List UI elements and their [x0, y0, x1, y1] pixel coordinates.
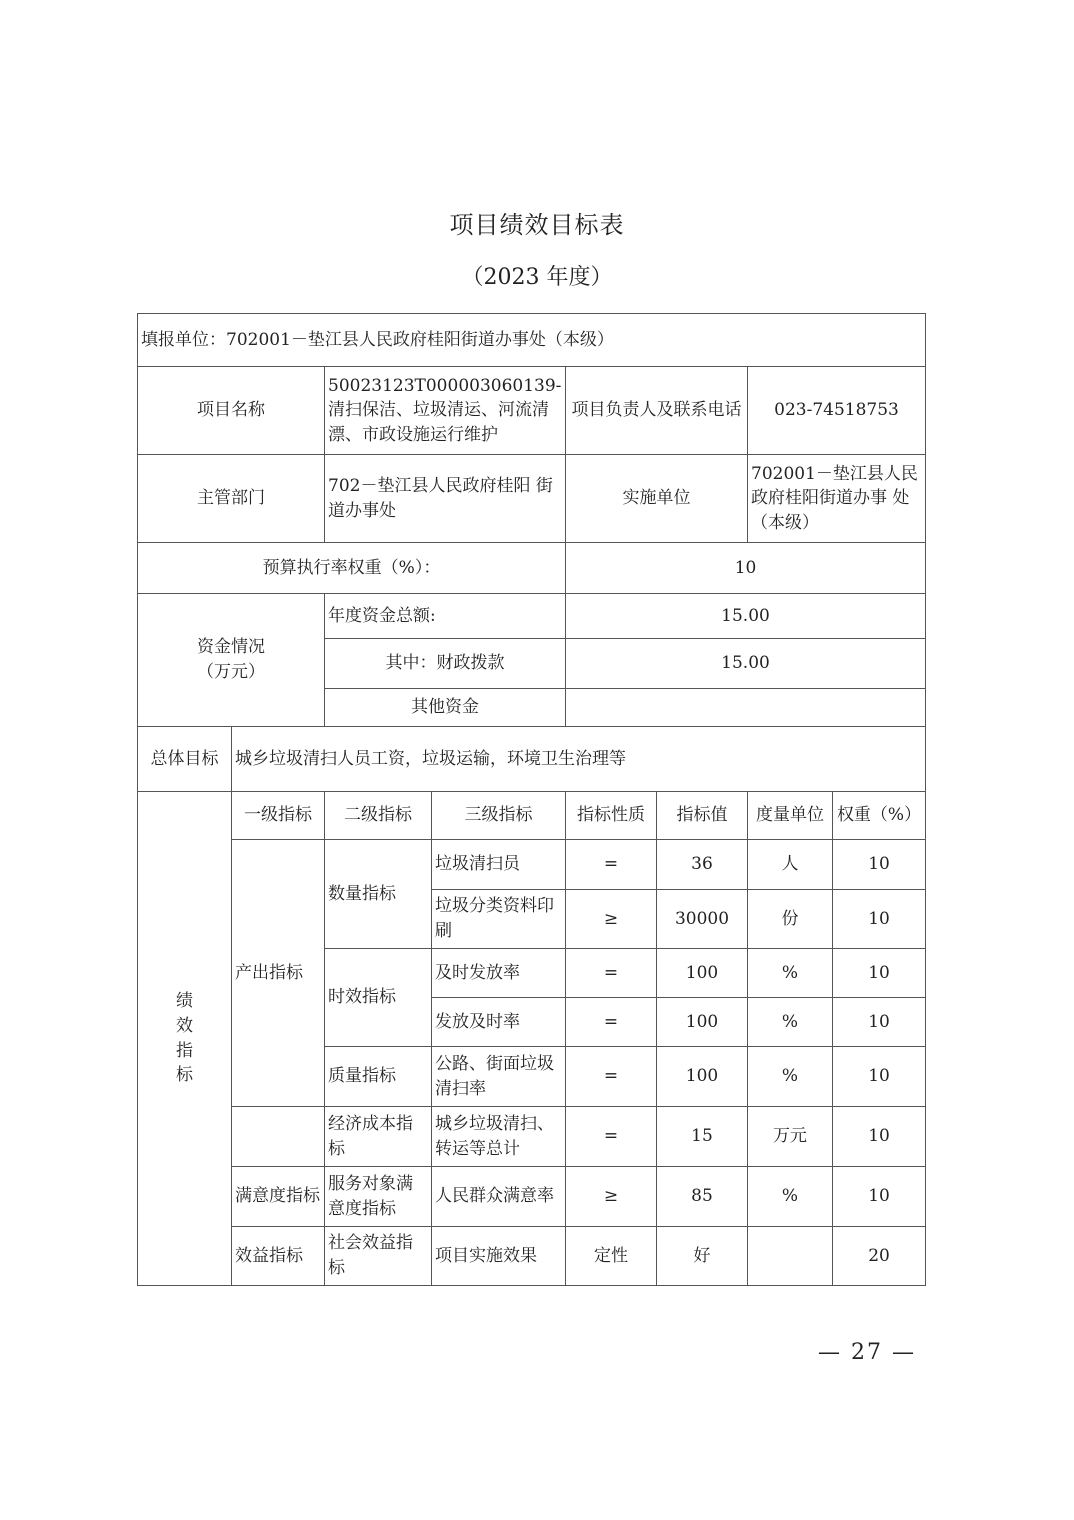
group-social-benefit: 社会效益指标 [325, 1227, 432, 1286]
performance-table [137, 313, 926, 1286]
department-row [138, 455, 926, 543]
row-value: 36 [657, 840, 748, 890]
table-row [138, 840, 926, 890]
overall-goal-value: 城乡垃圾清扫人员工资，垃圾运输，环境卫生治理等 [232, 727, 926, 792]
row-value: 15 [657, 1107, 748, 1167]
empty-cell [232, 1107, 325, 1167]
row-nature: ≥ [566, 890, 657, 949]
budget-weight-label: 预算执行率权重（%）： [138, 543, 566, 594]
header-level3: 三级指标 [432, 792, 566, 840]
row-weight: 10 [833, 840, 926, 890]
row-weight: 10 [833, 1107, 926, 1167]
page-subtitle: （2023 年度） [461, 265, 613, 290]
row-nature: = [566, 840, 657, 890]
row-weight: 20 [833, 1227, 926, 1286]
header-unit: 度量单位 [748, 792, 833, 840]
annual-total-value: 15.00 [566, 594, 926, 639]
row-nature: = [566, 949, 657, 998]
row-name: 人民群众满意率 [432, 1167, 566, 1227]
funds-total-row [138, 594, 926, 639]
header-value: 指标值 [657, 792, 748, 840]
row-nature: = [566, 1047, 657, 1107]
budget-weight-row [138, 543, 926, 594]
impl-unit-label: 实施单位 [566, 455, 748, 543]
funds-label [138, 594, 325, 727]
row-value: 100 [657, 998, 748, 1047]
other-funds-value [566, 689, 926, 727]
perf-char: 指 [176, 1040, 193, 1061]
perf-char: 绩 [176, 991, 193, 1012]
filing-unit: 填报单位：702001－垫江县人民政府桂阳街道办事处（本级） [138, 314, 926, 367]
impl-unit-value: 702001－垫江县人民 政府桂阳街道办事 处（本级） [748, 455, 926, 543]
group-output: 产出指标 [232, 840, 325, 1107]
row-value: 30000 [657, 890, 748, 949]
table-row [138, 1227, 926, 1286]
row-name: 垃圾清扫员 [432, 840, 566, 890]
row-unit: 万元 [748, 1107, 833, 1167]
row-unit: % [748, 949, 833, 998]
row-weight: 10 [833, 1167, 926, 1227]
indicator-header-row [138, 792, 926, 840]
perf-char: 效 [176, 1015, 193, 1036]
header-nature: 指标性质 [566, 792, 657, 840]
row-unit: 人 [748, 840, 833, 890]
table-row [138, 1107, 926, 1167]
group-cost: 经济成本指标 [325, 1107, 432, 1167]
row-unit: % [748, 1167, 833, 1227]
table-row [138, 1167, 926, 1227]
group-timeliness: 时效指标 [325, 949, 432, 1047]
budget-weight-value: 10 [566, 543, 926, 594]
row-name: 垃圾分类资料印刷 [432, 890, 566, 949]
project-name-value: 50023123T000003060139-清扫保洁、垃圾清运、河流清漂、市政设施运行维护 [325, 367, 566, 455]
row-unit [748, 1227, 833, 1286]
row-value: 100 [657, 949, 748, 998]
overall-goal-row [138, 727, 926, 792]
row-nature: = [566, 1107, 657, 1167]
group-benefit: 效益指标 [232, 1227, 325, 1286]
perf-indicator-label [138, 792, 232, 1286]
header-weight: 权重（%） [833, 792, 926, 840]
group-quantity: 数量指标 [325, 840, 432, 949]
funds-label-line2: （万元） [197, 662, 265, 682]
fiscal-label: 其中：财政拨款 [325, 639, 566, 689]
header-level1: 一级指标 [232, 792, 325, 840]
row-weight: 10 [833, 998, 926, 1047]
perf-char: 标 [176, 1065, 193, 1086]
responsible-label: 项目负责人及联系电话 [566, 367, 748, 455]
annual-total-label: 年度资金总额: [325, 594, 566, 639]
page-title: 项目绩效目标表 [449, 211, 625, 239]
group-service-satisfaction: 服务对象满意度指标 [325, 1167, 432, 1227]
page-number: — 27 — [818, 1340, 916, 1365]
row-weight: 10 [833, 1047, 926, 1107]
row-nature: = [566, 998, 657, 1047]
project-name-label: 项目名称 [138, 367, 325, 455]
project-name-row [138, 367, 926, 455]
row-nature: ≥ [566, 1167, 657, 1227]
dept-label: 主管部门 [138, 455, 325, 543]
group-satisfaction: 满意度指标 [232, 1167, 325, 1227]
group-quality: 质量指标 [325, 1047, 432, 1107]
row-unit: % [748, 998, 833, 1047]
row-name: 及时发放率 [432, 949, 566, 998]
overall-goal-label: 总体目标 [138, 727, 232, 792]
row-name: 发放及时率 [432, 998, 566, 1047]
row-value: 100 [657, 1047, 748, 1107]
row-name: 项目实施效果 [432, 1227, 566, 1286]
row-name: 城乡垃圾清扫、转运等总计 [432, 1107, 566, 1167]
row-name: 公路、街面垃圾清扫率 [432, 1047, 566, 1107]
fiscal-value: 15.00 [566, 639, 926, 689]
row-unit: 份 [748, 890, 833, 949]
filing-unit-row [138, 314, 926, 367]
funds-label-line1: 资金情况 [197, 637, 265, 658]
row-value: 好 [657, 1227, 748, 1286]
row-weight: 10 [833, 949, 926, 998]
row-value: 85 [657, 1167, 748, 1227]
phone-value: 023-74518753 [748, 367, 926, 455]
other-funds-label: 其他资金 [325, 689, 566, 727]
row-weight: 10 [833, 890, 926, 949]
row-nature: 定性 [566, 1227, 657, 1286]
header-level2: 二级指标 [325, 792, 432, 840]
dept-value: 702－垫江县人民政府桂阳 街道办事处 [325, 455, 566, 543]
row-unit: % [748, 1047, 833, 1107]
